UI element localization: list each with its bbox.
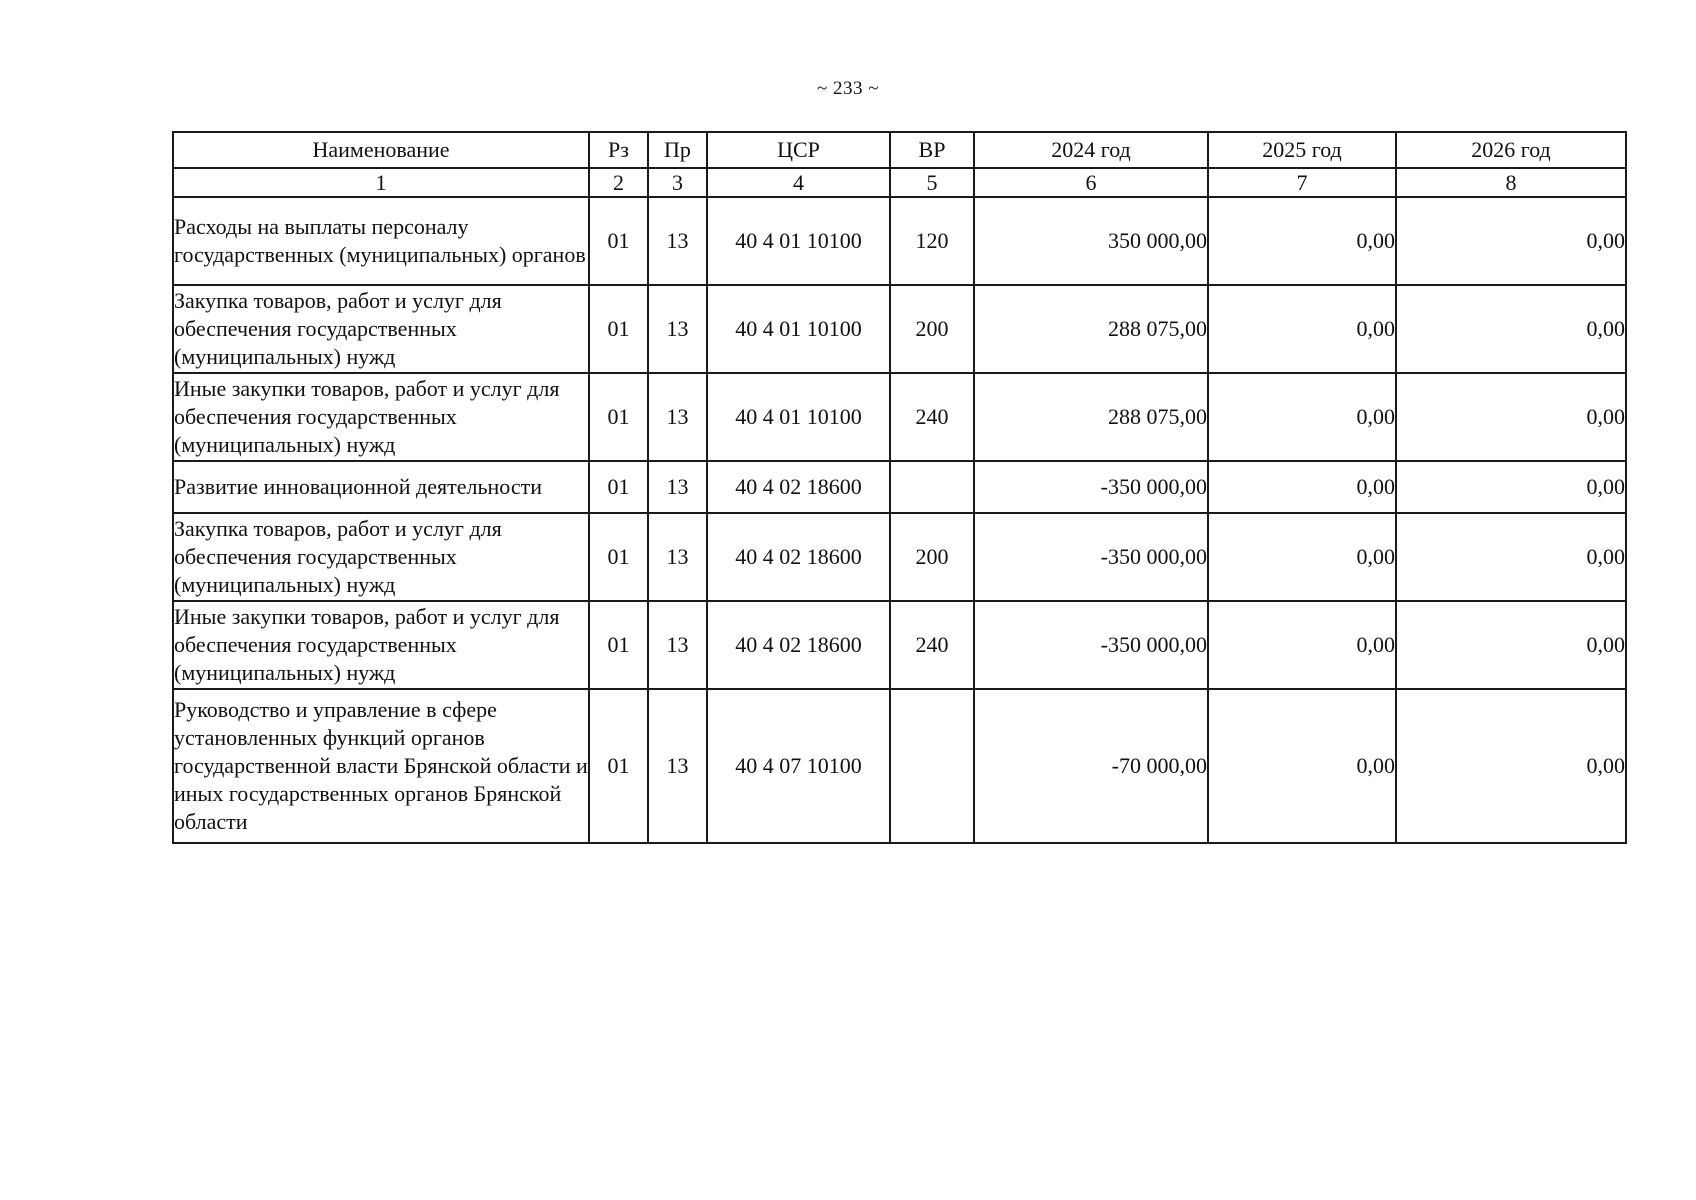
table-row <box>173 601 1626 689</box>
table-row <box>173 689 1626 843</box>
cell-rz: 01 <box>589 513 648 601</box>
cell-2026: 0,00 <box>1396 461 1626 513</box>
cell-2025: 0,00 <box>1208 689 1396 843</box>
table-row <box>173 373 1626 461</box>
column-number: 4 <box>707 168 890 197</box>
cell-2025: 0,00 <box>1208 601 1396 689</box>
table-row <box>173 285 1626 373</box>
cell-csr: 40 4 01 10100 <box>707 373 890 461</box>
cell-name: Расходы на выплаты персоналу государственных (муниципальных) органов <box>173 197 589 285</box>
header-pr: Пр <box>648 132 707 168</box>
cell-rz: 01 <box>589 373 648 461</box>
cell-2026: 0,00 <box>1396 689 1626 843</box>
table-row <box>173 513 1626 601</box>
cell-2024: -350 000,00 <box>974 513 1208 601</box>
cell-2026: 0,00 <box>1396 197 1626 285</box>
cell-vr: 240 <box>890 373 974 461</box>
cell-csr: 40 4 02 18600 <box>707 461 890 513</box>
cell-vr <box>890 461 974 513</box>
column-number: 8 <box>1396 168 1626 197</box>
cell-2024: -350 000,00 <box>974 601 1208 689</box>
column-number: 5 <box>890 168 974 197</box>
cell-2025: 0,00 <box>1208 285 1396 373</box>
table-row <box>173 461 1626 513</box>
cell-csr: 40 4 02 18600 <box>707 601 890 689</box>
cell-pr: 13 <box>648 513 707 601</box>
page-number: ~ 233 ~ <box>816 78 880 99</box>
header-2025: 2025 год <box>1208 132 1396 168</box>
cell-csr: 40 4 07 10100 <box>707 689 890 843</box>
table-header <box>173 132 1626 197</box>
cell-name: Закупка товаров, работ и услуг для обеспечения государственных (муниципальных) нужд <box>173 513 589 601</box>
cell-pr: 13 <box>648 373 707 461</box>
cell-rz: 01 <box>589 601 648 689</box>
column-number-row <box>173 168 1626 197</box>
cell-name: Руководство и управление в сфере установленных функций органов государственной власти Брянской области и иных государственных органов Брянской области <box>173 689 589 843</box>
cell-vr <box>890 689 974 843</box>
budget-table <box>172 131 1627 844</box>
cell-vr: 200 <box>890 285 974 373</box>
cell-2024: 350 000,00 <box>974 197 1208 285</box>
cell-2024: 288 075,00 <box>974 373 1208 461</box>
cell-2025: 0,00 <box>1208 197 1396 285</box>
cell-2026: 0,00 <box>1396 373 1626 461</box>
cell-vr: 240 <box>890 601 974 689</box>
column-number: 7 <box>1208 168 1396 197</box>
header-rz: Рз <box>589 132 648 168</box>
cell-pr: 13 <box>648 601 707 689</box>
cell-name: Развитие инновационной деятельности <box>173 461 589 513</box>
cell-rz: 01 <box>589 689 648 843</box>
header-2024: 2024 год <box>974 132 1208 168</box>
header-csr: ЦСР <box>707 132 890 168</box>
cell-2026: 0,00 <box>1396 601 1626 689</box>
header-vr: ВР <box>890 132 974 168</box>
cell-pr: 13 <box>648 197 707 285</box>
header-name: Наименование <box>173 132 589 168</box>
cell-csr: 40 4 01 10100 <box>707 285 890 373</box>
cell-name: Закупка товаров, работ и услуг для обеспечения государственных (муниципальных) нужд <box>173 285 589 373</box>
cell-csr: 40 4 02 18600 <box>707 513 890 601</box>
cell-pr: 13 <box>648 285 707 373</box>
cell-name: Иные закупки товаров, работ и услуг для обеспечения государственных (муниципальных) нужд <box>173 601 589 689</box>
table-row <box>173 197 1626 285</box>
cell-vr: 120 <box>890 197 974 285</box>
cell-2024: -350 000,00 <box>974 461 1208 513</box>
header-2026: 2026 год <box>1396 132 1626 168</box>
cell-rz: 01 <box>589 285 648 373</box>
cell-rz: 01 <box>589 197 648 285</box>
table-body <box>173 197 1626 843</box>
cell-vr: 200 <box>890 513 974 601</box>
cell-rz: 01 <box>589 461 648 513</box>
cell-csr: 40 4 01 10100 <box>707 197 890 285</box>
column-number: 6 <box>974 168 1208 197</box>
cell-2026: 0,00 <box>1396 513 1626 601</box>
cell-name: Иные закупки товаров, работ и услуг для обеспечения государственных (муниципальных) нужд <box>173 373 589 461</box>
column-number: 3 <box>648 168 707 197</box>
cell-2026: 0,00 <box>1396 285 1626 373</box>
cell-2024: -70 000,00 <box>974 689 1208 843</box>
cell-2025: 0,00 <box>1208 461 1396 513</box>
cell-pr: 13 <box>648 461 707 513</box>
cell-2025: 0,00 <box>1208 513 1396 601</box>
cell-2025: 0,00 <box>1208 373 1396 461</box>
column-number: 1 <box>173 168 589 197</box>
header-row <box>173 132 1626 168</box>
column-number: 2 <box>589 168 648 197</box>
cell-2024: 288 075,00 <box>974 285 1208 373</box>
cell-pr: 13 <box>648 689 707 843</box>
